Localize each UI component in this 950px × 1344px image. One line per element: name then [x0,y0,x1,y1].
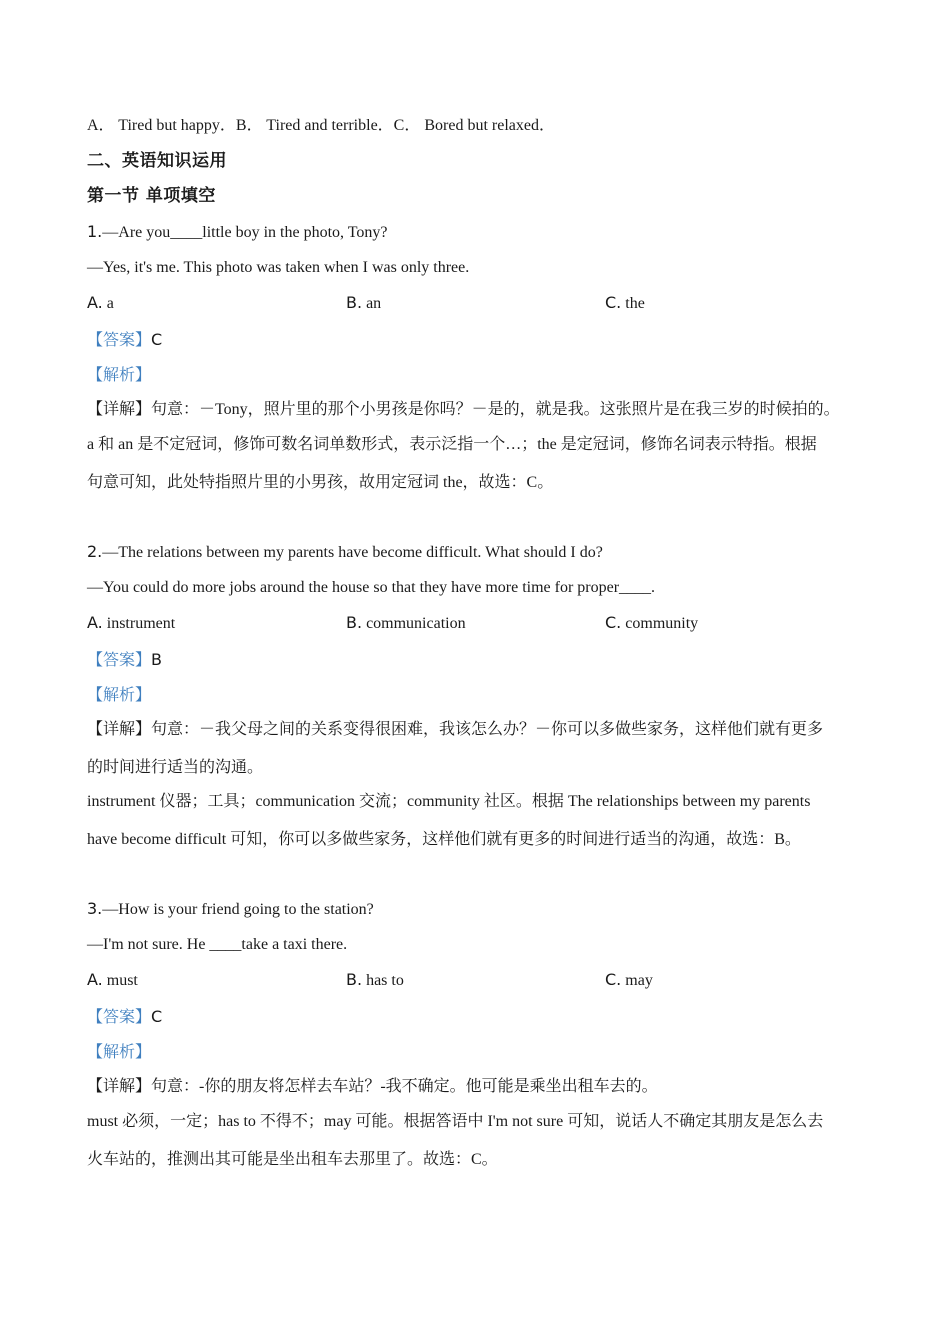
q2-detail-line-3: instrument 仪器；工具；communication 交流；community 社区。根据 The relationships between my parents [87,793,811,810]
question-number: 2. [87,542,103,561]
q1-option-c [605,292,645,315]
question-number: 3. [87,899,103,918]
q1-detail-line-3: 句意可知，此处特指照片里的小男孩，故用定冠词 the，故选：C。 [87,474,554,491]
question-2-reply: —You could do more jobs around the house so that they have more time for proper____. [87,579,656,596]
q2-option-b [346,612,466,635]
q3-answer [87,1006,162,1029]
option-text: may [621,972,653,989]
q3-analysis-tag: 【解析】 [87,1044,152,1061]
answer-tag: 【答案】 [87,652,152,669]
option-text: the [621,295,645,312]
q1-detail-line-2: a 和 an 是不定冠词，修饰可数名词单数形式，表示泛指一个…；the 是定冠词，修饰名词表示特指。根据 [87,436,817,453]
q3-detail-line-2: must 必须，一定；has to 不得不；may 可能。根据答语中 I'm not sure 可知，说话人不确定其朋友是怎么去 [87,1113,824,1130]
q2-detail-line-2: 的时间进行适当的沟通。 [87,759,264,776]
question-2-stem [87,541,603,564]
q3-detail-line-3: 火车站的，推测出其可能是坐出租车去那里了。故选：C。 [87,1151,498,1168]
q2-detail-line-1: 【详解】句意：－我父母之间的关系变得很困难，我该怎么办？－你可以多做些家务，这样他们就有更多 [87,721,824,738]
question-3-reply: —I'm not sure. He ____take a taxi there. [87,936,348,953]
answer-value: B [151,650,162,669]
question-number: 1. [87,222,103,241]
q2-analysis-tag: 【解析】 [87,687,152,704]
option-text: has to [362,972,404,989]
q2-answer [87,649,162,672]
question-1-reply: —Yes, it's me. This photo was taken when I was only three. [87,259,470,276]
answer-tag: 【答案】 [87,332,152,349]
question-1-stem [87,221,387,244]
question-stem-text: —Are you____little boy in the photo, Tony? [102,224,388,241]
q1-option-a [87,292,114,315]
option-text: an [362,295,382,312]
q3-detail-line-1: 【详解】句意：-你的朋友将怎样去车站？-我不确定。他可能是乘坐出租车去的。 [87,1078,658,1095]
q1-detail-line-1: 【详解】句意：－Tony，照片里的那个小男孩是你吗？－是的，就是我。这张照片是在我三岁的时候拍的。 [87,401,840,418]
q2-detail-line-4: have become difficult 可知，你可以多做些家务，这样他们就有更多的时间进行适当的沟通，故选：B。 [87,831,801,848]
q2-option-c [605,612,698,635]
question-stem-text: —How is your friend going to the station? [102,901,374,918]
option-key: A. [87,970,103,989]
option-text: must [102,972,138,989]
option-key: A. [87,293,103,312]
top-options-line: A． Tired but happy．B． Tired and terrible．C． Bored but relaxed． [87,117,555,134]
option-key: C. [605,970,622,989]
option-text: communication [362,615,466,632]
option-key: A. [87,613,103,632]
option-key: B. [346,613,363,632]
option-key: B. [346,293,363,312]
q2-option-a [87,612,175,635]
answer-value: C [151,330,163,349]
question-stem-text: —The relations between my parents have become difficult. What should I do? [102,544,603,561]
q1-option-b [346,292,381,315]
answer-value: C [151,1007,163,1026]
option-key: B. [346,970,363,989]
q3-option-c [605,969,653,992]
question-3-stem [87,898,374,921]
q1-answer [87,329,162,352]
subsection-title: 第一节 单项填空 [87,186,216,206]
q1-analysis-tag: 【解析】 [87,367,152,384]
option-text: community [621,615,699,632]
q3-option-a [87,969,138,992]
option-text: a [102,295,114,312]
option-key: C. [605,613,622,632]
option-text: instrument [102,615,176,632]
option-key: C. [605,293,622,312]
answer-tag: 【答案】 [87,1009,152,1026]
section-title: 二、英语知识运用 [87,151,227,171]
q3-option-b [346,969,404,992]
